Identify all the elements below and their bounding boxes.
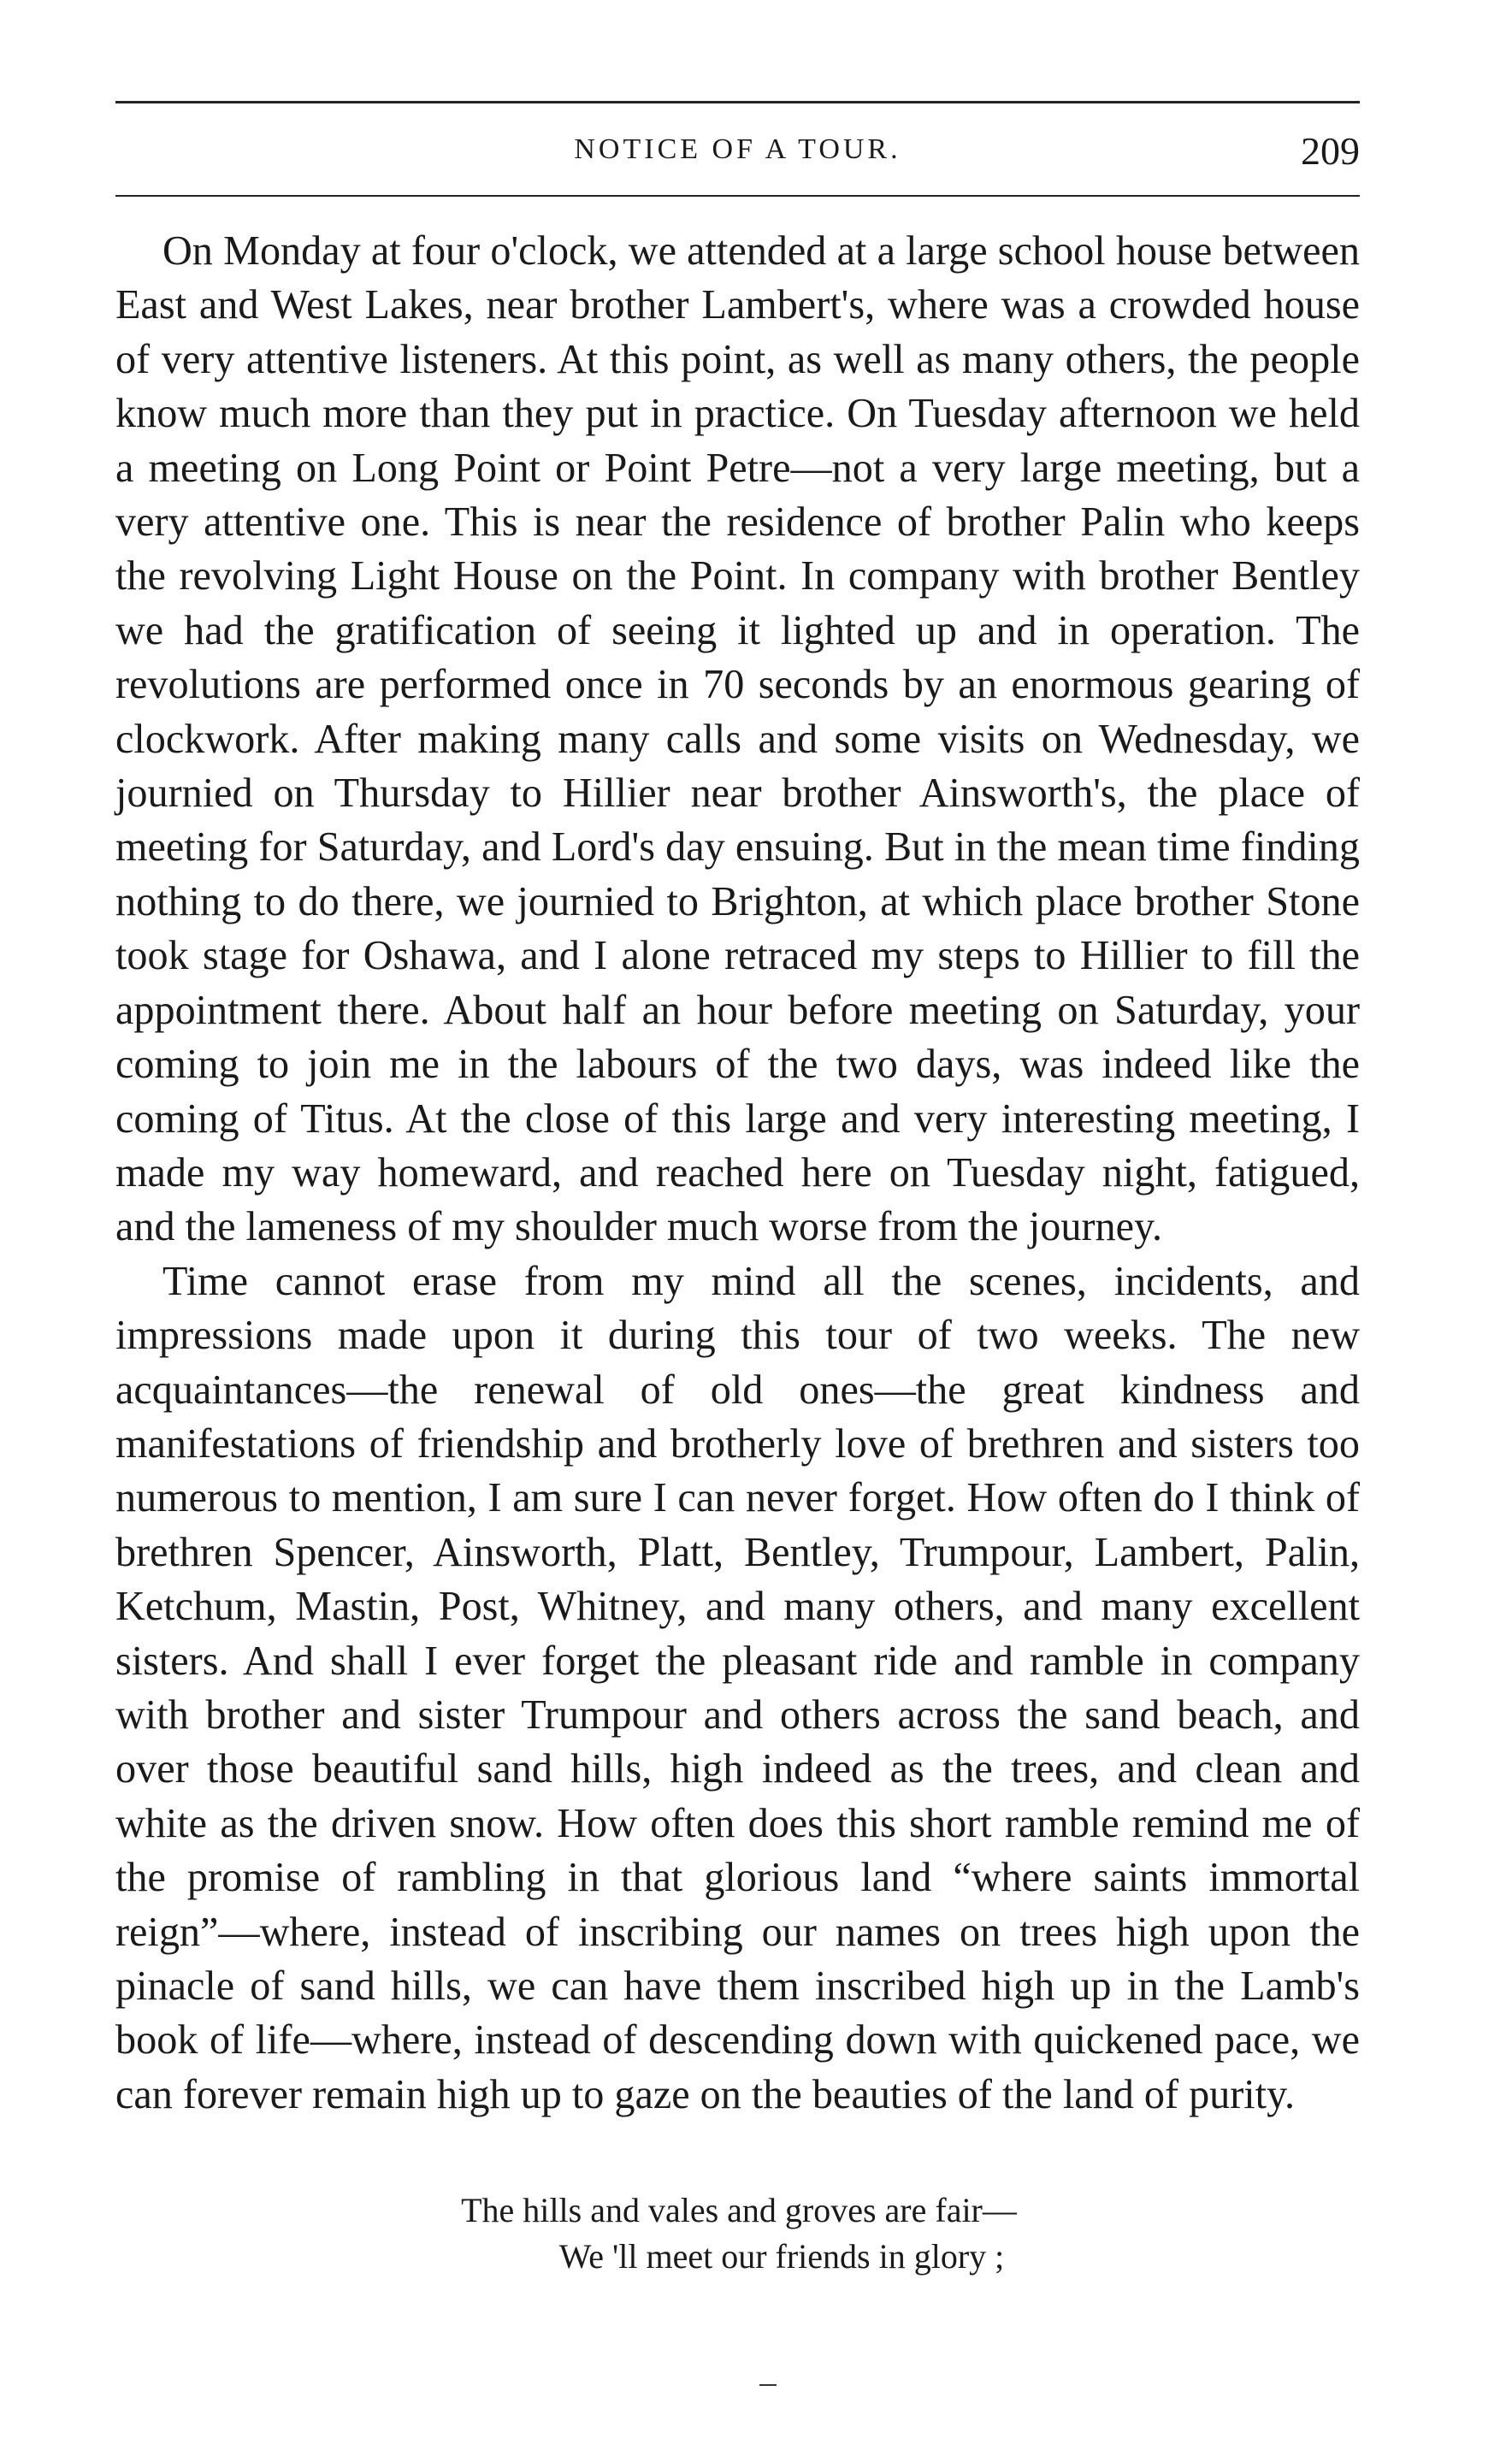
paragraph-1: On Monday at four o'clock, we attended at a large school house between East and West Lakes, near brother Lambert's, where was a crowded house of very attentive listeners. At this point, as well as many others, the people know much more than they put in practice. On Tuesday afternoon we held a meeting on Long Point or Point Petre—not a very large meeting, but a very attentive one. This is near the residence of brother Palin who keeps the revolving Light House on the Point. In company with brother Bentley we had the gratification of seeing it lighted up and in operation. The revolutions are performed once in 70 seconds by an enormous gearing of clockwork. After making many calls and some visits on Wednesday, we journied on Thursday to Hillier near brother Ainsworth's, the place of meeting for Saturday, and Lord's day ensuing. But in the mean time finding nothing to do there, we journied to Brighton, at which place brother Stone took stage for Oshawa, and I alone retraced my steps to Hillier to fill the appointment there. About half an hour before meeting on Saturday, your coming to join me in the labours of the two days, was indeed like the coming of Titus. At the close of this large and very interesting meeting, I made my way homeward, and reached here on Tuesday night, fatigued, and the lameness of my shoulder much worse from the journey.: [115, 228, 1360, 1250]
verse-line-2: We 'll meet our friends in glory ;: [558, 2237, 1005, 2276]
page-footer-mark: [759, 2384, 777, 2386]
body-text: [115, 224, 1360, 2122]
running-title: NOTICE OF A TOUR.: [574, 133, 901, 165]
header-bottom-rule: [115, 195, 1360, 197]
page-number: 209: [1301, 129, 1360, 173]
running-head: [115, 128, 1360, 180]
paragraph-2: Time cannot erase from my mind all the scenes, incidents, and impressions made upon it during this tour of two weeks. The new acquaintances—the renewal of old ones—the great kindness and manifestations of friendship and brotherly love of brethren and sisters too numerous to mention, I am sure I can never forget. How often do I think of brethren Spencer, Ainsworth, Platt, Bentley, Trumpour, Lambert, Palin, Ketchum, Mastin, Post, Whitney, and many others, and many excellent sisters. And shall I ever forget the pleasant ride and ramble in company with brother and sister Trumpour and others across the sand beach, and over those beautiful sand hills, high indeed as the trees, and clean and white as the driven snow. How often does this short ramble remind me of the promise of rambling in that glorious land “where saints immortal reign”—where, instead of inscribing our names on trees high upon the pinacle of sand hills, we can have them inscribed high up in the Lamb's book of life—where, instead of descending down with quickened pace, we can forever remain high up to gaze on the beauties of the land of purity.: [115, 1258, 1360, 2117]
verse-line-1: The hills and vales and groves are fair—: [461, 2191, 1017, 2229]
header-top-rule: [115, 101, 1360, 103]
verse-quotation: [0, 2187, 1512, 2280]
